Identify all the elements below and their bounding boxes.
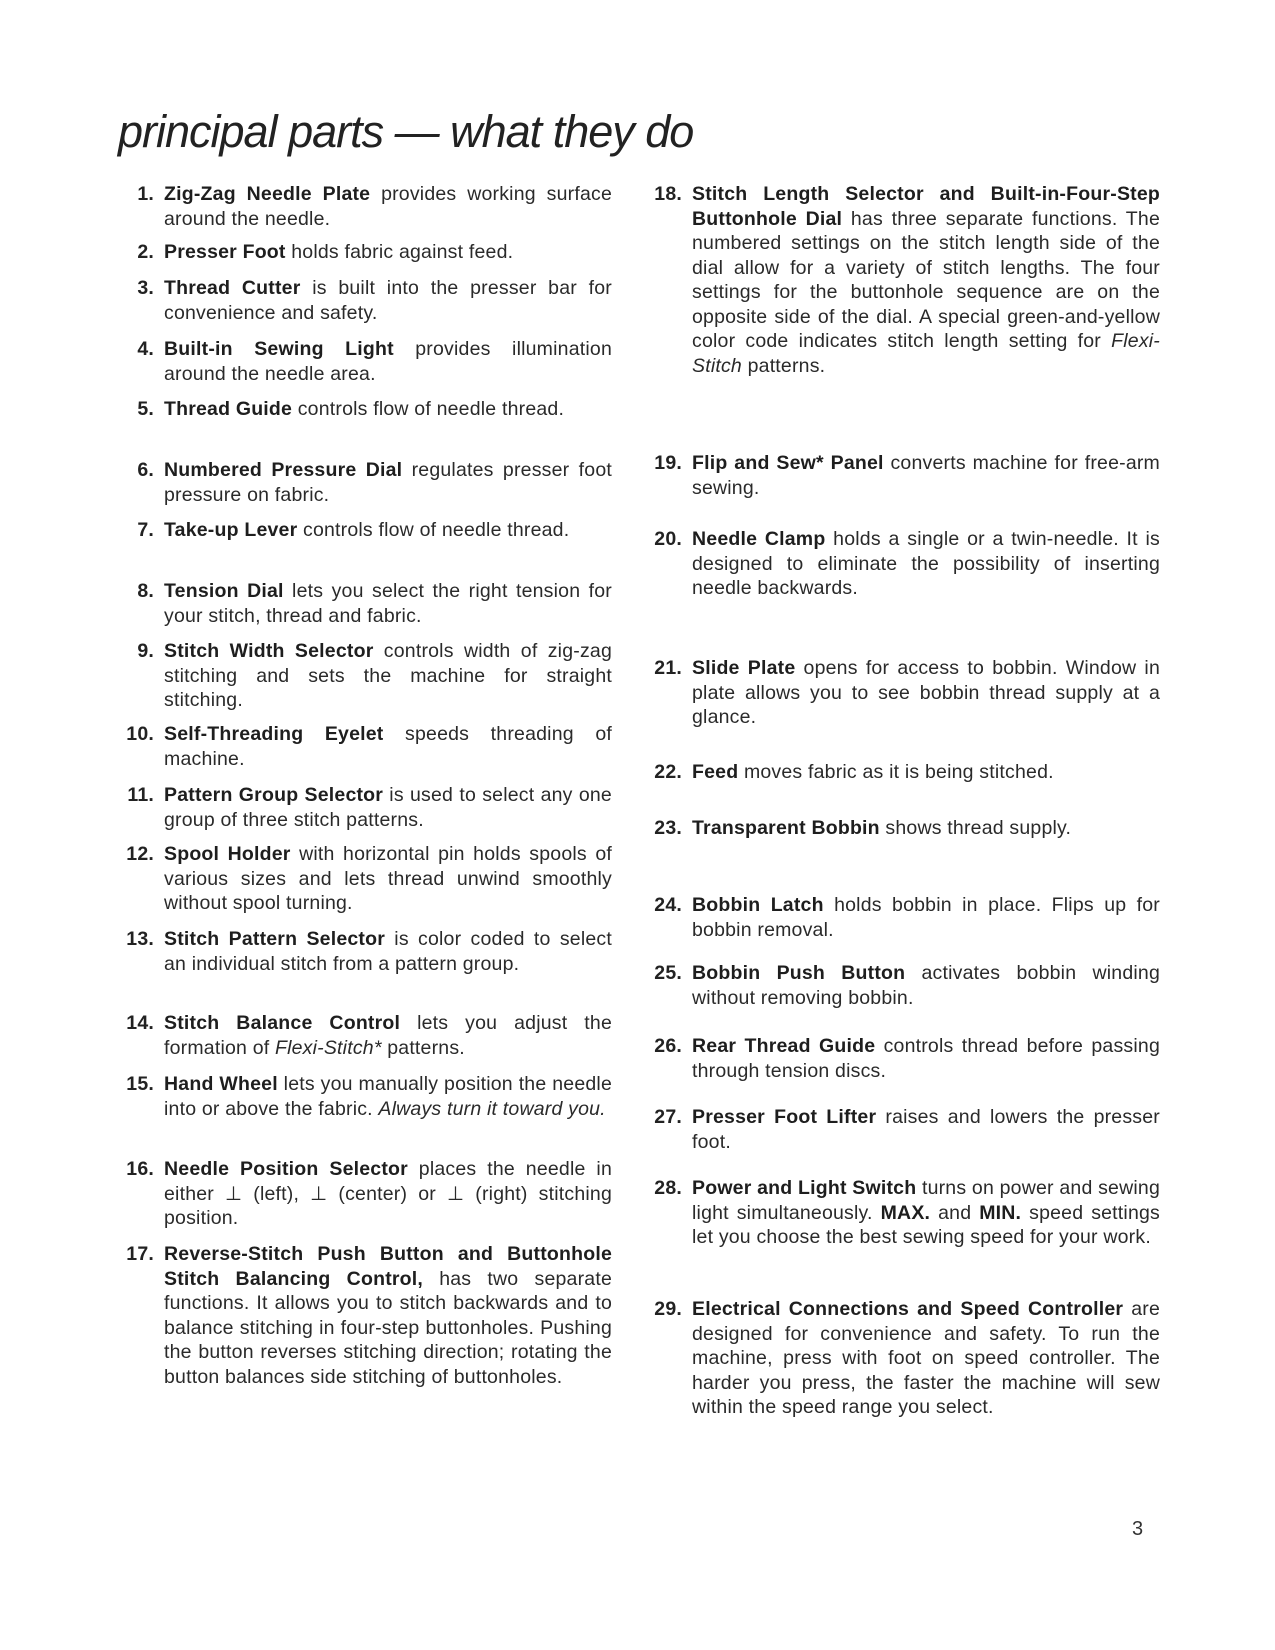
part-number: 4. (137, 338, 154, 360)
part-number: 11. (127, 784, 154, 806)
part-number: 15. (126, 1073, 154, 1095)
part-term: Self-Threading Eyelet (164, 723, 384, 745)
part-description: Needle Clamp holds a single or a twin-needle. It is designed to eliminate the possibility of inserting needle backwards. (692, 528, 1160, 599)
part-number: 27. (654, 1106, 682, 1128)
part-description: Presser Foot holds fabric against feed. (164, 241, 514, 263)
part-term: Transparent Bobbin (692, 817, 880, 839)
part-term: Needle Clamp (692, 528, 826, 550)
part-number: 9. (137, 640, 154, 662)
part-number: 20. (654, 528, 682, 550)
part-description: Stitch Length Selector and Built-in-Four-Step Buttonhole Dial has three separate functions. The numbered settings on the stitch length side of the dial allow for a variety of stitch lengths. The four settings for the buttonhole sequence are on the opposite side of the dial. A special green-and-yellow color code indicates stitch length setting for Flexi-Stitch patterns. (692, 183, 1160, 377)
part-number: 8. (137, 580, 154, 602)
part-term: Bobbin Latch (692, 894, 824, 916)
part-description: Slide Plate opens for access to bobbin. Window in plate allows you to see bobbin thread supply at a glance. (692, 657, 1161, 728)
part-description: Thread Cutter is built into the presser bar for convenience and safety. (164, 277, 613, 324)
part-term: Feed (692, 761, 739, 783)
part-number: 16. (126, 1158, 154, 1180)
part-number: 21. (654, 657, 682, 679)
part-term: Numbered Pressure Dial (164, 459, 403, 481)
part-term: Spool Holder (164, 843, 291, 865)
part-term: Pattern Group Selector (164, 784, 384, 806)
part-description: Hand Wheel lets you manually position the needle into or above the fabric. Always turn it toward you. (164, 1073, 613, 1120)
part-description: Flip and Sew* Panel converts machine for free-arm sewing. (692, 452, 1161, 499)
part-term: Take-up Lever (164, 519, 298, 541)
part-number: 23. (654, 817, 682, 839)
part-number: 22. (654, 761, 682, 783)
part-term: Tension Dial (164, 580, 284, 602)
part-term: Stitch Pattern Selector (164, 928, 386, 950)
part-number: 13. (126, 928, 154, 950)
part-number: 14. (126, 1012, 154, 1034)
part-term: Flip and Sew* Panel (692, 452, 884, 474)
part-description: Transparent Bobbin shows thread supply. (692, 817, 1072, 839)
part-number: 10. (126, 723, 154, 745)
part-number: 26. (654, 1035, 682, 1057)
part-description: Take-up Lever controls flow of needle thread. (164, 519, 570, 541)
part-description: Self-Threading Eyelet speeds threading of machine. (164, 723, 612, 770)
part-description: Electrical Connections and Speed Controller are designed for convenience and safety. To run the machine, press with foot on speed controller. The harder you press, the faster the machine will sew within the speed range you select. (692, 1298, 1161, 1418)
part-term: Zig-Zag Needle Plate (164, 183, 371, 205)
part-description: Bobbin Push Button activates bobbin winding without removing bobbin. (692, 962, 1160, 1009)
part-number: 12. (126, 843, 154, 865)
part-term: Hand Wheel (164, 1073, 278, 1095)
part-description: Feed moves fabric as it is being stitched. (692, 761, 1054, 783)
part-term: Slide Plate (692, 657, 796, 679)
part-number: 29. (654, 1298, 682, 1320)
part-description: Zig-Zag Needle Plate provides working surface around the needle. (164, 183, 612, 230)
part-number: 2. (137, 241, 154, 263)
part-term: Power and Light Switch (692, 1177, 917, 1199)
part-term: Rear Thread Guide (692, 1035, 876, 1057)
part-term: Built-in Sewing Light (164, 338, 394, 360)
part-term: Stitch Length Selector and Built-in-Four-Step Buttonhole Dial (692, 183, 1160, 230)
part-term: Needle Position Selector (164, 1158, 408, 1180)
part-number: 17. (126, 1243, 154, 1265)
part-description: Numbered Pressure Dial regulates presser foot pressure on fabric. (164, 459, 612, 506)
part-term: Stitch Balance Control (164, 1012, 401, 1034)
part-number: 6. (137, 459, 154, 481)
part-number: 25. (654, 962, 682, 984)
page-title: principal parts — what they do (118, 106, 694, 157)
part-description: Stitch Pattern Selector is color coded to select an individual stitch from a pattern group. (164, 928, 612, 975)
part-term: Bobbin Push Button (692, 962, 906, 984)
part-term: Thread Cutter (164, 277, 301, 299)
part-description: Spool Holder with horizontal pin holds spools of various sizes and lets thread unwind smoothly without spool turning. (164, 843, 612, 914)
part-description: Rear Thread Guide controls thread before passing through tension discs. (692, 1035, 1160, 1082)
part-number: 3. (137, 277, 154, 299)
part-description: Tension Dial lets you select the right tension for your stitch, thread and fabric. (164, 580, 612, 627)
part-number: 18. (654, 183, 682, 205)
part-term: Presser Foot (164, 241, 286, 263)
part-term: Reverse-Stitch Push Button and Buttonhole Stitch Balancing Control, (164, 1243, 612, 1290)
part-number: 24. (654, 894, 682, 916)
part-description: Pattern Group Selector is used to select any one group of three stitch patterns. (164, 784, 612, 831)
part-description: Bobbin Latch holds bobbin in place. Flips up for bobbin removal. (692, 894, 1160, 941)
part-description: Needle Position Selector places the needle in either ⊥ (left), ⊥ (center) or ⊥ (right) stitching position. (164, 1158, 612, 1229)
page-number: 3 (1132, 1518, 1144, 1540)
part-term: Presser Foot Lifter (692, 1106, 877, 1128)
part-description: Thread Guide controls flow of needle thread. (164, 398, 565, 420)
part-description: Built-in Sewing Light provides illumination around the needle area. (164, 338, 612, 385)
part-number: 1. (137, 183, 154, 205)
part-number: 7. (137, 519, 154, 541)
part-number: 19. (654, 452, 682, 474)
part-term: Thread Guide (164, 398, 293, 420)
part-description: Stitch Balance Control lets you adjust the formation of Flexi-Stitch* patterns. (164, 1012, 612, 1059)
part-description: Reverse-Stitch Push Button and Buttonhole Stitch Balancing Control, has two separate functions. It allows you to stitch backwards and to balance stitching in four-step buttonholes. Pushing the button reverses stitching direction; rotating the button balances side stitching of buttonholes. (164, 1243, 612, 1388)
part-description: Stitch Width Selector controls width of zig-zag stitching and sets the machine for straight stitching. (164, 640, 612, 711)
part-number: 5. (137, 398, 154, 420)
part-description: Power and Light Switch turns on power and sewing light simultaneously. MAX. and MIN. speed settings let you choose the best sewing speed for your work. (692, 1177, 1161, 1248)
part-term: Stitch Width Selector (164, 640, 374, 662)
part-number: 28. (654, 1177, 682, 1199)
part-term: Electrical Connections and Speed Controller (692, 1298, 1124, 1320)
part-description: Presser Foot Lifter raises and lowers the presser foot. (692, 1106, 1160, 1153)
